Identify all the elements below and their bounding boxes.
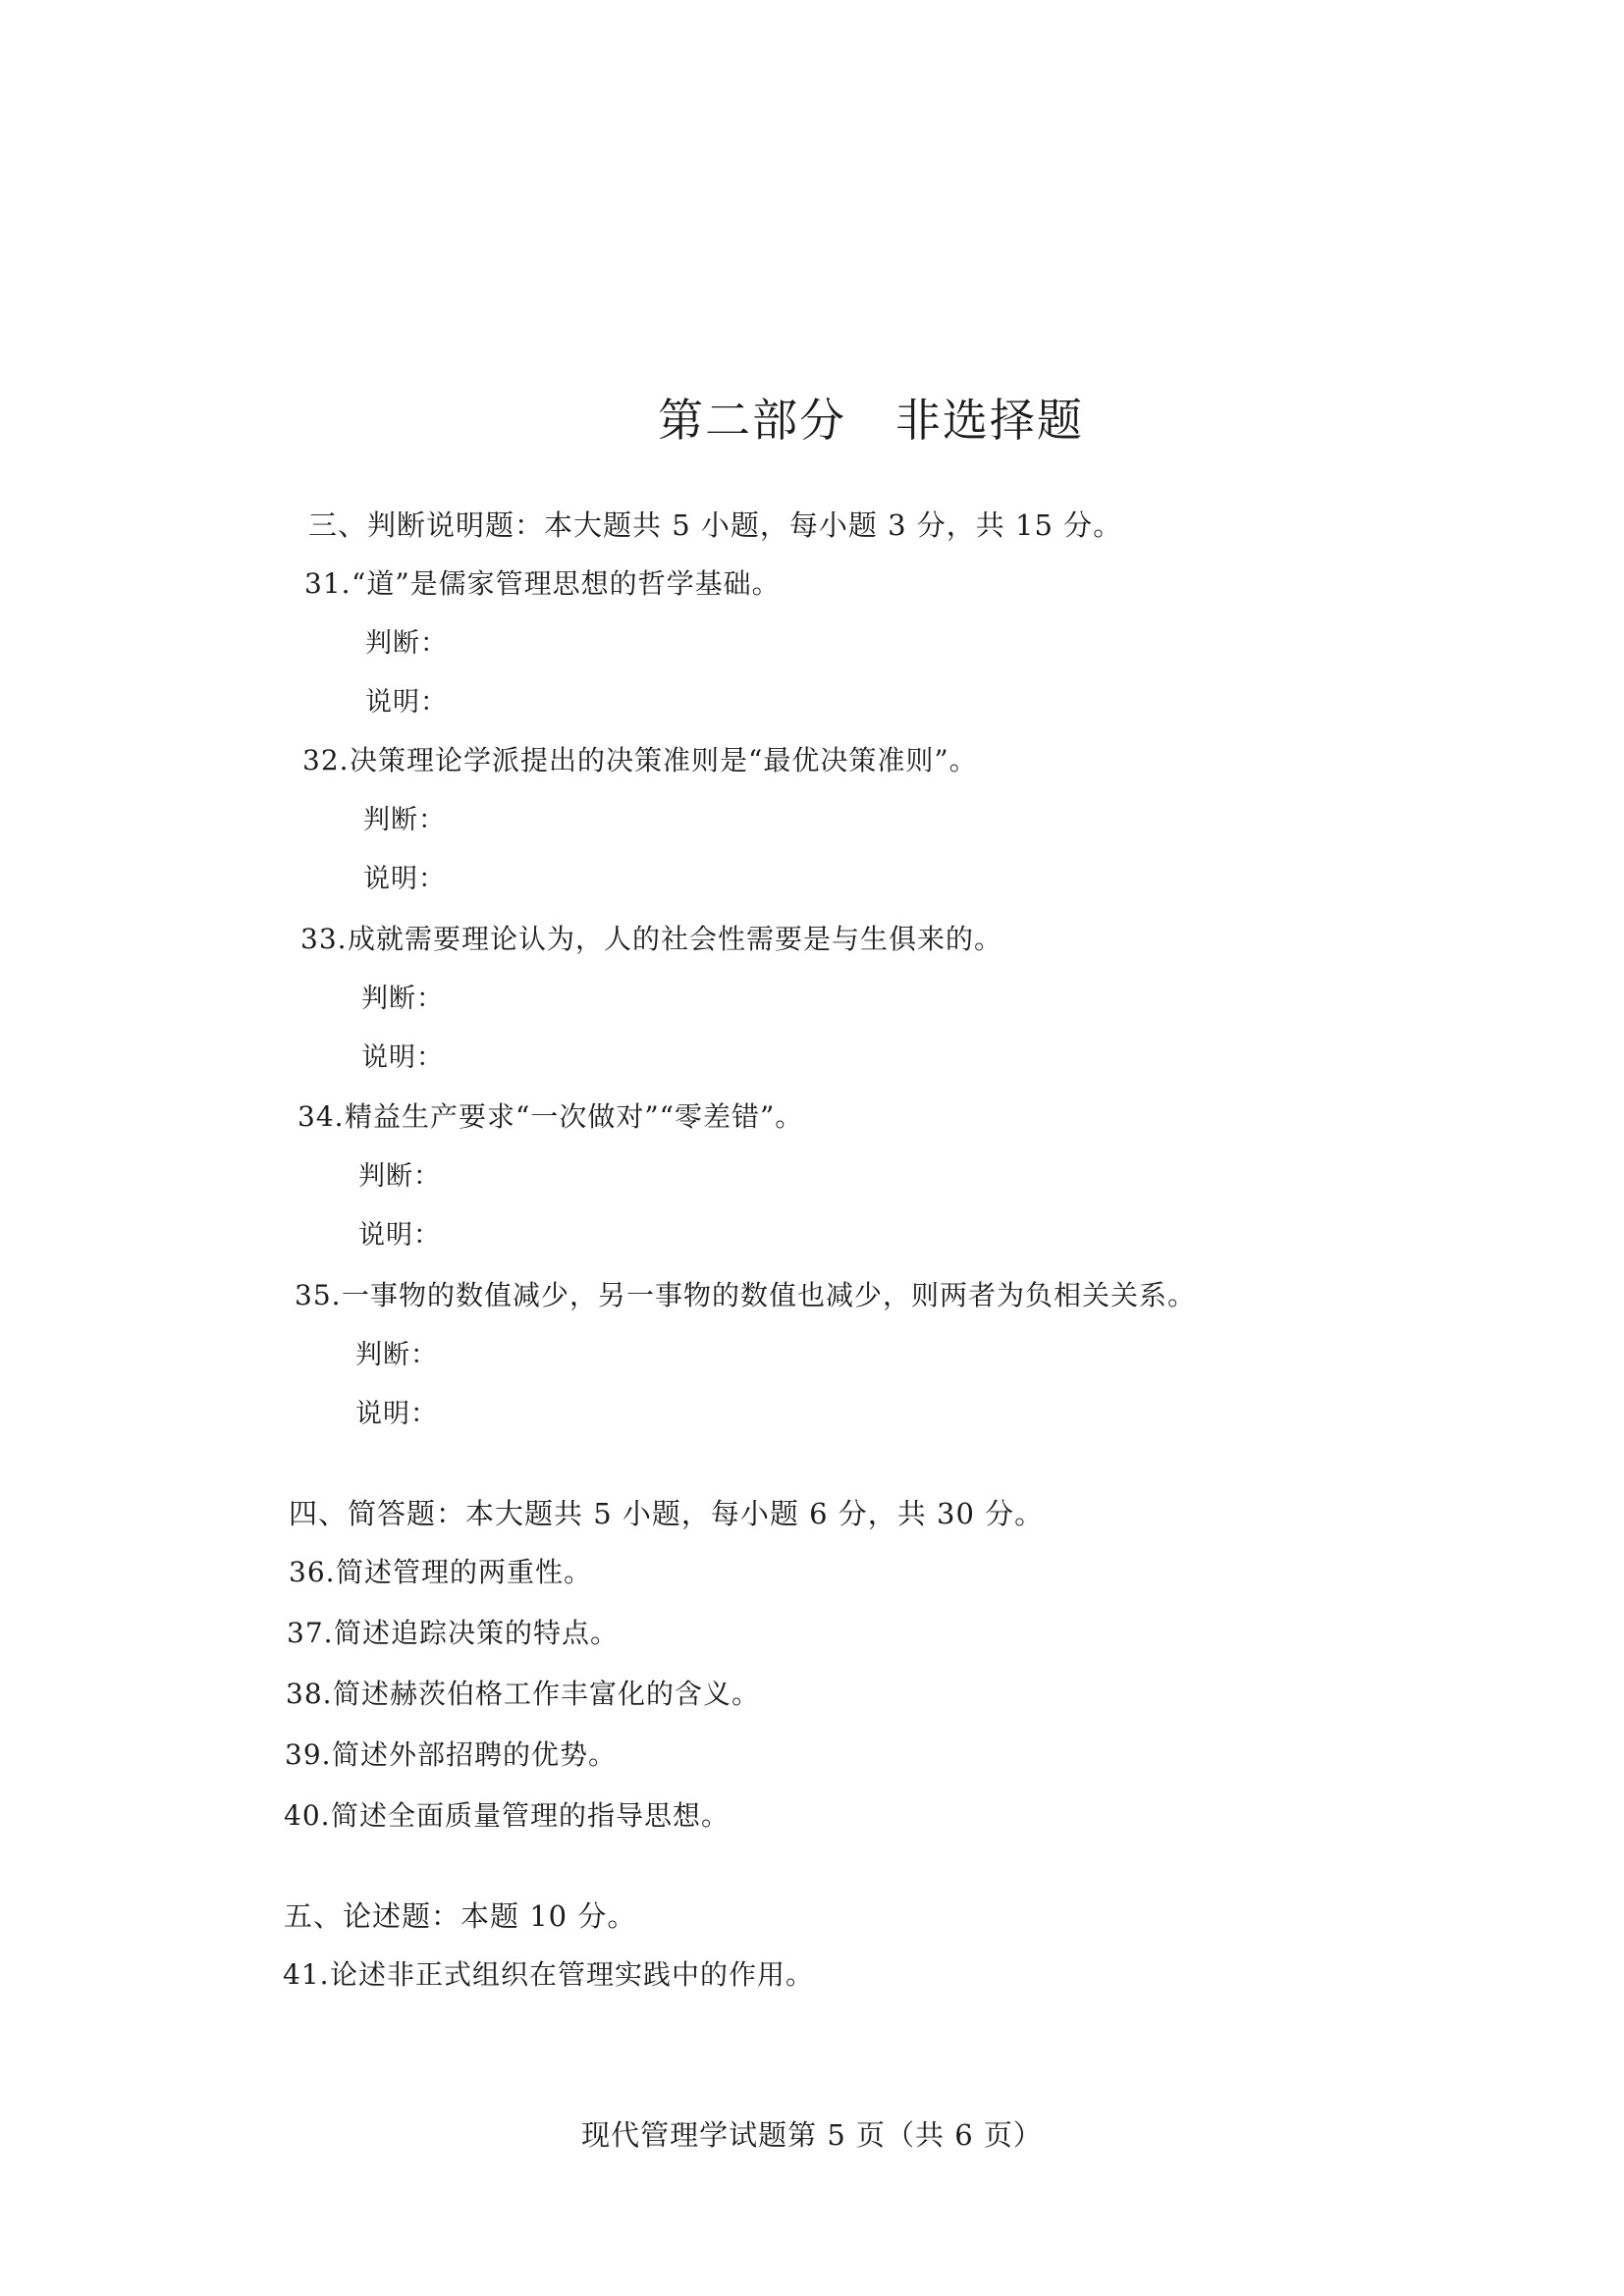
question-38 <box>286 1673 760 1712</box>
question-number: 34. <box>298 1100 345 1133</box>
section-heading-judgment: 三、判断说明题：本大题共 5 小题，每小题 3 分，共 15 分。 <box>308 508 1123 542</box>
question-number: 38. <box>286 1678 333 1710</box>
question-text: 论述非正式组织在管理实践中的作用。 <box>330 1958 815 1991</box>
section-heading-essay: 五、论述题：本题 10 分。 <box>284 1899 637 1933</box>
question-34 <box>298 1095 803 1135</box>
question-35-explain-label: 说明： <box>355 1399 438 1429</box>
question-text: 简述全面质量管理的指导思想。 <box>331 1799 731 1832</box>
section-heading-short-answer: 四、简答题：本大题共 5 小题，每小题 6 分，共 30 分。 <box>289 1497 1045 1530</box>
question-text: 决策理论学派提出的决策准则是“最优决策准则”。 <box>350 744 978 776</box>
question-39 <box>285 1734 617 1773</box>
question-text: 成就需要理论认为，人的社会性需要是与生俱来的。 <box>348 923 1003 955</box>
question-number: 35. <box>295 1279 342 1311</box>
page-title: 第二部分 非选择题 <box>658 394 1084 447</box>
question-text: 简述追踪决策的特点。 <box>334 1617 620 1649</box>
question-number: 40. <box>284 1799 331 1832</box>
question-number: 31. <box>304 567 352 600</box>
question-number: 41. <box>283 1958 330 1991</box>
question-31-judge-label: 判断： <box>365 628 448 659</box>
question-32-explain-label: 说明： <box>363 864 446 894</box>
question-41 <box>283 1953 814 1993</box>
question-33 <box>300 918 1002 957</box>
question-number: 33. <box>300 923 348 955</box>
question-35 <box>295 1274 1196 1313</box>
question-34-explain-label: 说明： <box>358 1220 441 1251</box>
question-40 <box>284 1794 730 1834</box>
question-text: 简述外部招聘的优势。 <box>332 1738 618 1771</box>
question-text: 精益生产要求“一次做对”“零差错”。 <box>345 1100 804 1133</box>
question-35-judge-label: 判断： <box>355 1340 438 1370</box>
question-37 <box>287 1612 619 1651</box>
question-36 <box>289 1551 592 1590</box>
question-number: 36. <box>289 1556 336 1588</box>
question-number: 37. <box>287 1617 334 1649</box>
question-32 <box>302 739 978 778</box>
question-33-judge-label: 判断： <box>361 984 444 1014</box>
page-footer: 现代管理学试题第 5 页（共 6 页） <box>581 2118 1043 2152</box>
question-text: 简述管理的两重性。 <box>336 1556 593 1588</box>
question-33-explain-label: 说明： <box>361 1042 444 1073</box>
question-text: “道”是儒家管理思想的哲学基础。 <box>352 567 781 600</box>
question-text: 简述赫茨伯格工作丰富化的含义。 <box>333 1678 761 1710</box>
question-31-explain-label: 说明： <box>365 687 448 718</box>
question-number: 32. <box>302 744 350 776</box>
question-32-judge-label: 判断： <box>363 805 446 835</box>
question-text: 一事物的数值减少，另一事物的数值也减少，则两者为负相关关系。 <box>342 1279 1197 1311</box>
question-number: 39. <box>285 1738 332 1771</box>
question-34-judge-label: 判断： <box>358 1161 441 1192</box>
question-31 <box>304 562 781 602</box>
